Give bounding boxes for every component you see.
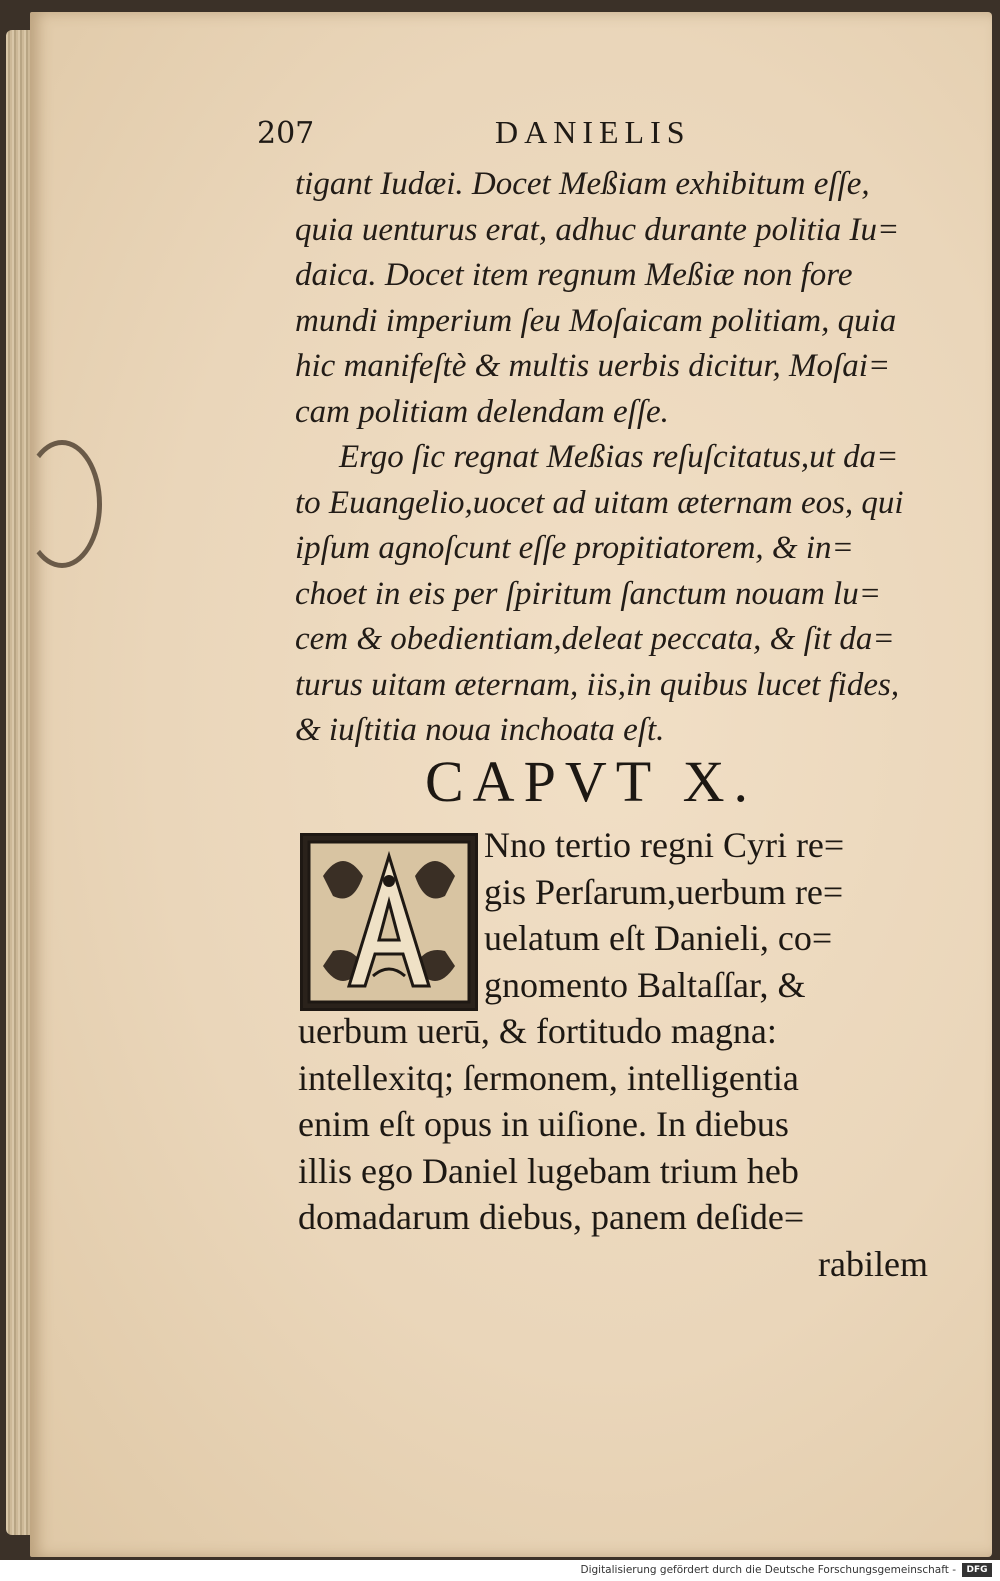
- text-line: tigant Iudæi. Docet Meßiam exhibitum eſſe,: [295, 166, 870, 202]
- text-line: uelatum eſt Danieli, co=: [484, 918, 833, 958]
- text-line: hic manifeſtè & multis uerbis dicitur, Moſai=: [295, 348, 891, 384]
- text-line: uerbum uerū, & fortitudo magna:: [298, 1011, 777, 1051]
- commentary-text: [295, 162, 935, 754]
- text-line: mundi imperium ſeu Moſaicam politiam, quia: [295, 302, 897, 339]
- text-line: gis Perſarum,uerbum re=: [484, 871, 844, 912]
- page-header: [257, 108, 957, 158]
- text-line: illis ego Daniel lugebam trium heb: [298, 1150, 799, 1191]
- chapter-title: CAPVT X.: [425, 749, 757, 814]
- text-line: intellexitq; ſermonem, intelligentia: [298, 1057, 799, 1098]
- text-line: Ergo ſic regnat Meßias reſuſcitatus,ut da=: [339, 439, 899, 475]
- text-line: daica. Docet item regnum Meßiæ non fore: [295, 257, 853, 293]
- dfg-logo-icon: DFG: [962, 1563, 992, 1577]
- text-line: to Euangelio,uocet ad uitam æternam eos, qui: [295, 484, 904, 521]
- page-number: 207: [257, 116, 315, 151]
- catchword: rabilem: [818, 1243, 928, 1284]
- running-head: DANIELIS: [495, 114, 691, 150]
- text-line: quia uenturus erat, adhuc durante politia Iu=: [295, 211, 900, 248]
- text-line: gnomento Baltaſſar, &: [484, 964, 806, 1005]
- text-line: domadarum diebus, panem deſide=: [298, 1197, 805, 1237]
- text-line: & iuſtitia noua inchoata eſt.: [295, 712, 665, 748]
- text-line: ipſum agnoſcunt eſſe propitiatorem, & in=: [295, 530, 854, 566]
- text-line: cam politiam delendam eſſe.: [295, 393, 669, 430]
- text-line: Nno tertio regni Cyri re=: [484, 825, 845, 865]
- binding-ring: [22, 440, 102, 568]
- text-line: enim eſt opus in uiſione. In diebus: [298, 1104, 789, 1144]
- text-line: choet in eis per ſpiritum ſanctum nouam lu=: [295, 575, 881, 612]
- scripture-text: [298, 822, 938, 1287]
- text-line: cem & obedientiam,deleat peccata, & ſit da=: [295, 621, 895, 657]
- funding-credit: Digitalisierung gefördert durch die Deutsche Forschungsgemeinschaft -: [580, 1564, 956, 1576]
- digitization-footer: [0, 1560, 1000, 1581]
- text-line: turus uitam æternam, iis,in quibus lucet fides,: [295, 666, 900, 703]
- page-stack-edge: [6, 30, 32, 1535]
